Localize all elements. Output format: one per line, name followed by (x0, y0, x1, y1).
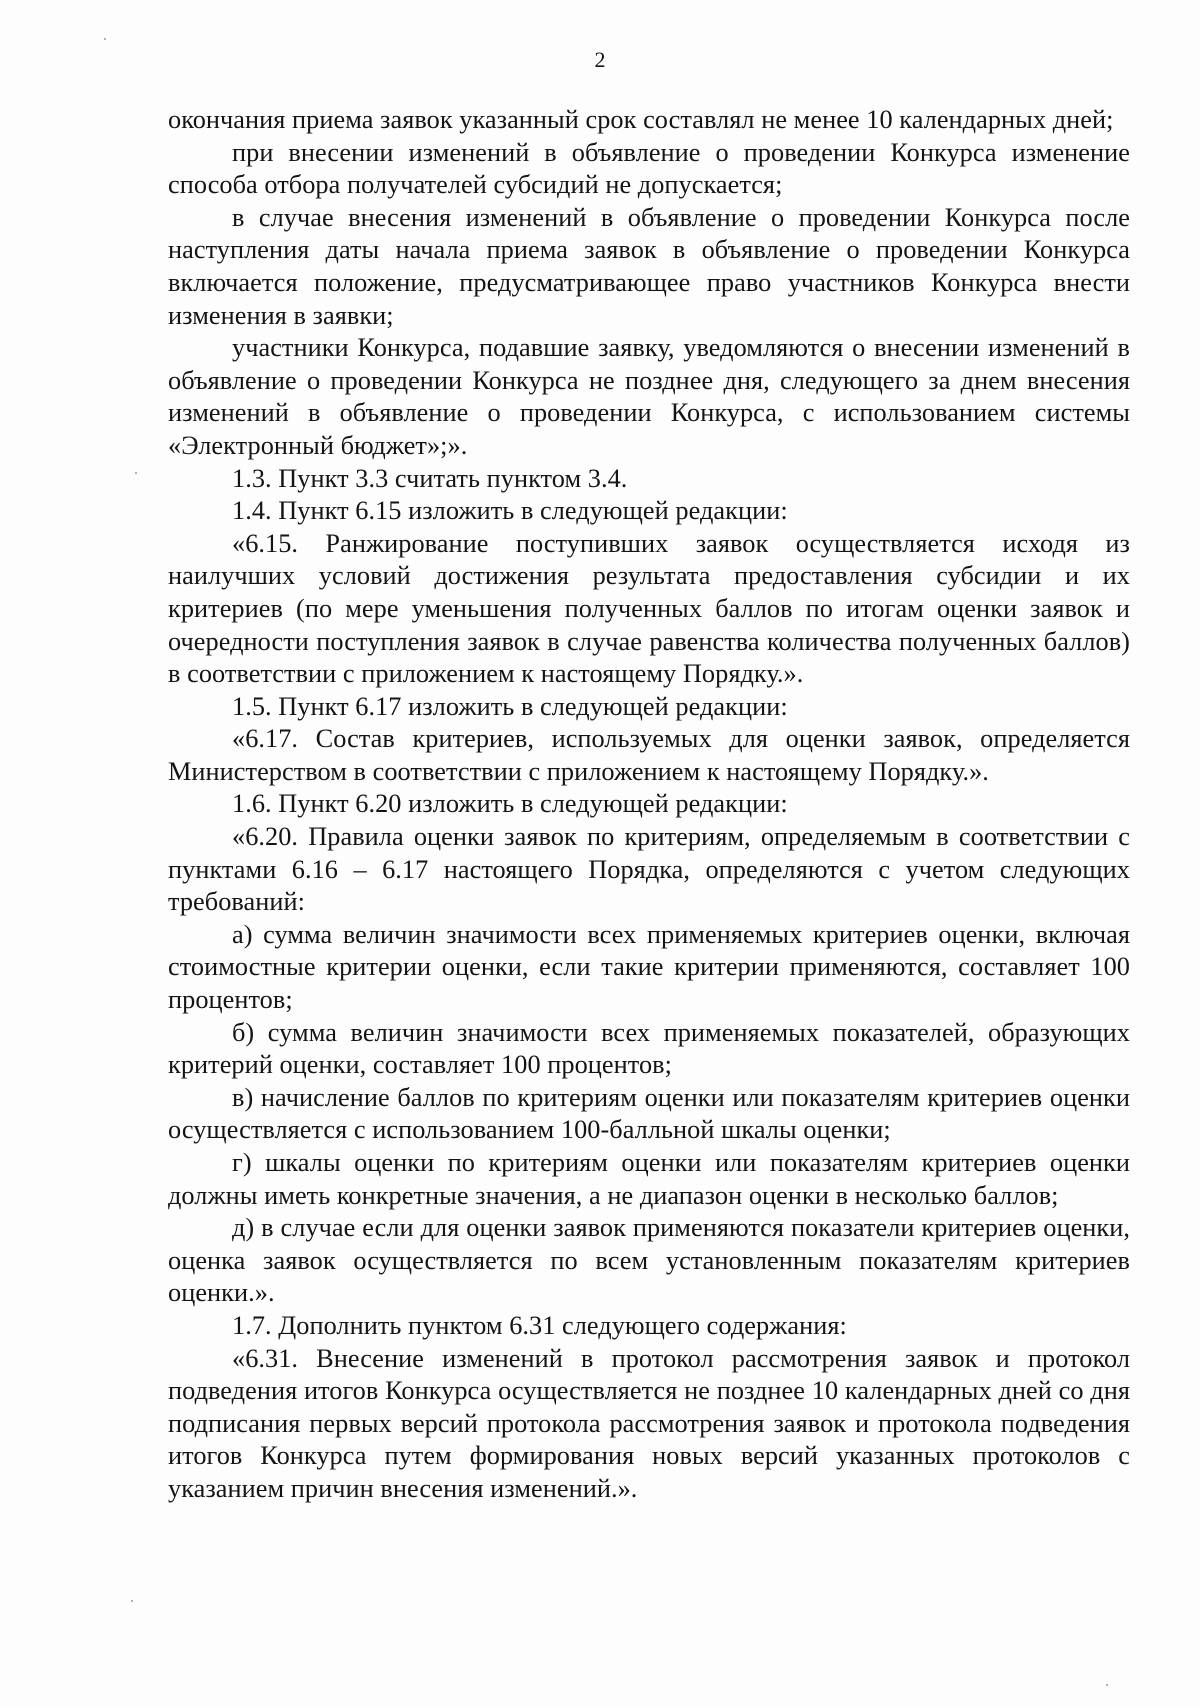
paragraph: «6.31. Внесение изменений в протокол рассмотрения заявок и протокол подведения итогов Конкурса осуществляется не позднее 10 календарных дней со дня подписания первых версий протокола рассмотрения заявок и протокола подведения итогов Конкурса путем формирования новых версий указанных протоколов с указанием причин внесения изменений.». (168, 1343, 1130, 1503)
scan-speck (131, 1600, 133, 1602)
paragraph: б) сумма величин значимости всех применяемых показателей, образующих критерий оценки, составляет 100 процентов; (168, 1017, 1130, 1080)
scan-speck (135, 472, 137, 474)
paragraph: при внесении изменений в объявление о проведении Конкурса изменение способа отбора получателей субсидий не допускается; (168, 137, 1130, 200)
paragraph: окончания приема заявок указанный срок составлял не менее 10 календарных дней; (168, 105, 1114, 134)
paragraph: «6.15. Ранжирование поступивших заявок осуществляется исходя из наилучших условий достижения результата предоставления субсидии и их критериев (по мере уменьшения полученных баллов по итогам оценки заявок и очередности поступления заявок в случае равенства количества полученных баллов) в соответствии с приложением к настоящему Порядку.». (168, 528, 1130, 689)
scan-speck (1106, 1684, 1108, 1686)
page-number: 2 (594, 47, 606, 72)
paragraph: «6.20. Правила оценки заявок по критериям, определяемым в соответствии с пунктами 6.16 – 6.17 настоящего Порядка, определяются с учетом следующих требований: (168, 822, 1130, 917)
paragraph: 1.7. Дополнить пунктом 6.31 следующего содержания: (232, 1310, 847, 1340)
paragraph: а) сумма величин значимости всех применяемых критериев оценки, включая стоимостные критерии оценки, если такие критерии применяются, составляет 100 процентов; (168, 919, 1130, 1015)
paragraph: «6.17. Состав критериев, используемых для оценки заявок, определяется Министерством в соответствии с приложением к настоящему Порядку.». (168, 724, 1130, 786)
paragraph: 1.4. Пункт 6.15 изложить в следующей редакции: (232, 496, 788, 526)
scan-speck (104, 38, 106, 40)
paragraph: 1.5. Пункт 6.17 изложить в следующей редакции: (232, 691, 788, 721)
paragraph: г) шкалы оценки по критериям оценки или показателям критериев оценки должны иметь конкретные значения, а не диапазон оценки в несколько баллов; (168, 1148, 1130, 1210)
paragraph: участники Конкурса, подавшие заявку, уведомляются о внесении изменений в объявление о проведении Конкурса не позднее дня, следующего за днем внесения изменений в объявление о проведении Конкурса, с использованием системы «Электронный бюджет»;». (168, 333, 1130, 460)
paragraph: в случае внесения изменений в объявление о проведении Конкурса после наступления даты начала приема заявок в объявление о проведении Конкурса включается положение, предусматривающее право участников Конкурса внести изменения в заявки; (168, 202, 1130, 330)
paragraph: д) в случае если для оценки заявок применяются показатели критериев оценки, оценка заявок осуществляется по всем установленным показателям критериев оценки.». (168, 1213, 1130, 1308)
paragraph: в) начисление баллов по критериям оценки или показателям критериев оценки осуществляется с использованием 100-балльной шкалы оценки; (168, 1082, 1130, 1145)
paragraph: 1.6. Пункт 6.20 изложить в следующей редакции: (232, 789, 788, 819)
paragraph: 1.3. Пункт 3.3 считать пунктом 3.4. (232, 463, 628, 493)
document-body (168, 104, 1130, 1506)
